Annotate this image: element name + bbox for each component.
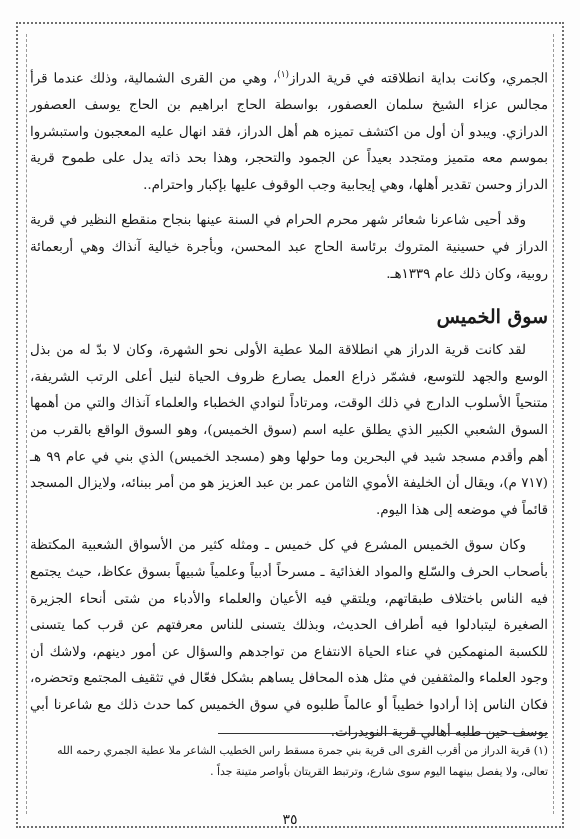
main-text bbox=[30, 62, 548, 746]
page-number: ٣٥ bbox=[282, 812, 298, 828]
paragraph-2: وقد أحيى شاعرنا شعائر شهر محرم الحرام في السنة عينها بنجاح منقطع النظير في قرية الدراز في حسينية المتروك برئاسة الحاج عبد المحسن، وبأجرة خيالية آنذاك وهي أربعمائة روبية، وكان ذلك عام ١٣٣٩هـ. bbox=[30, 213, 548, 282]
paragraph-1 bbox=[30, 62, 548, 199]
paragraph-1-start: الجمري، وكانت بداية انطلاقته في قرية الدراز bbox=[289, 71, 548, 87]
footnote-marker: (١) bbox=[533, 744, 548, 757]
paragraph-4: وكان سوق الخميس المشرع في كل خميس ـ ومثله كثير من الأسواق الشعبية المكتظة بأصحاب الحرف والسّلع والمواد الغذائية ـ مسرحاً أدبياً وعلمياً شبيهاً بسوق عكاظ، حيث يجتمع فيه الناس باختلاف طبقاتهم، ويلتقي فيه الأعيان والعلماء والأدباء من شتى أنحاء الجزيرة الصغيرة ليتبادلوا فيه أطراف الحديث، وبذلك يتسنى للناس معرفتهم عن قرب كما يتسنى للكسبة المنهمكين في عناء الحياة الانتفاع من تواجدهم والسؤال عن أمور دينهم، ولاشك أن وجود العلماء والمثقفين في مثل هذه المحافل يساهم بشكل فعّال في تثقيف المجتمع وتحضره، فكان الناس إذا أرادوا خطيباً أو عالماً طلبوه في سوق الخميس كما حدث ذلك مع شاعرنا أبي يوسف حين طلبه أهالي قرية النويدرات. bbox=[30, 538, 548, 740]
footnote-divider bbox=[218, 733, 548, 734]
paragraph-1-rest: ، وهي من القرى الشمالية، وذلك عندما قرأ مجالس عزاء الشيخ سلمان العصفور، بواسطة الحاج ابراهيم بن الحاج يوسف العصفور الدرازي. ويبدو أن أول من اكتشف تميزه هم أهل الدراز، فقد انهال عليه المعجبون واستبشروا بموسم معه متميز ومتجدد بعيداً عن الجمود والتحجر، وهذا بحد ذاته يدل على طموح قرية الدراز وحسن تقدير أهلها، وهي إيجابية وجب الوقوف عليها بإكبار واحترام.. bbox=[30, 71, 548, 193]
footnote-reference[interactable]: (١) bbox=[277, 70, 290, 80]
footnote-text: قرية الدراز من أقرب القرى الى قرية بني جمرة مسقط راس الخطيب الشاعر ملا عطية الجمري رحمه الله تعالى، ولا يفصل بينهما اليوم سوى شارع، وترتبط القريتان بأواصر متينة جداً . bbox=[57, 744, 548, 778]
section-heading: سوق الخميس bbox=[436, 306, 548, 329]
footnote bbox=[30, 740, 548, 782]
paragraph-3: لقد كانت قرية الدراز هي انطلاقة الملا عطية الأولى نحو الشهرة، وكان لا بدّ له من بذل الوسع والجهد للتوسع، فشمّر ذراع العمل يصارع ظروف الحياة لنيل أعلى الرتب الشريفة، متنحياً الأسلوب الدارج في ذلك الوقت، ومرتاداً لنوادي الخطباء والعلماء آنذاك والتي من أهمها السوق الشعبي الكبير الذي يطلق عليه اسم (سوق الخميس)، وهو السوق الواقع بالقرب من أهم وأقدم مسجد شيد في البحرين وما حولها وهو (مسجد الخميس) الذي بني في عام ٩٩ هـ (٧١٧ م)، ويقال أن الخليفة الأموي الثامن عمر بن عبد العزيز هو من أمر ببنائه، ولايزال المسجد قائماً في موضعه إلى هذا اليوم. bbox=[30, 343, 548, 518]
